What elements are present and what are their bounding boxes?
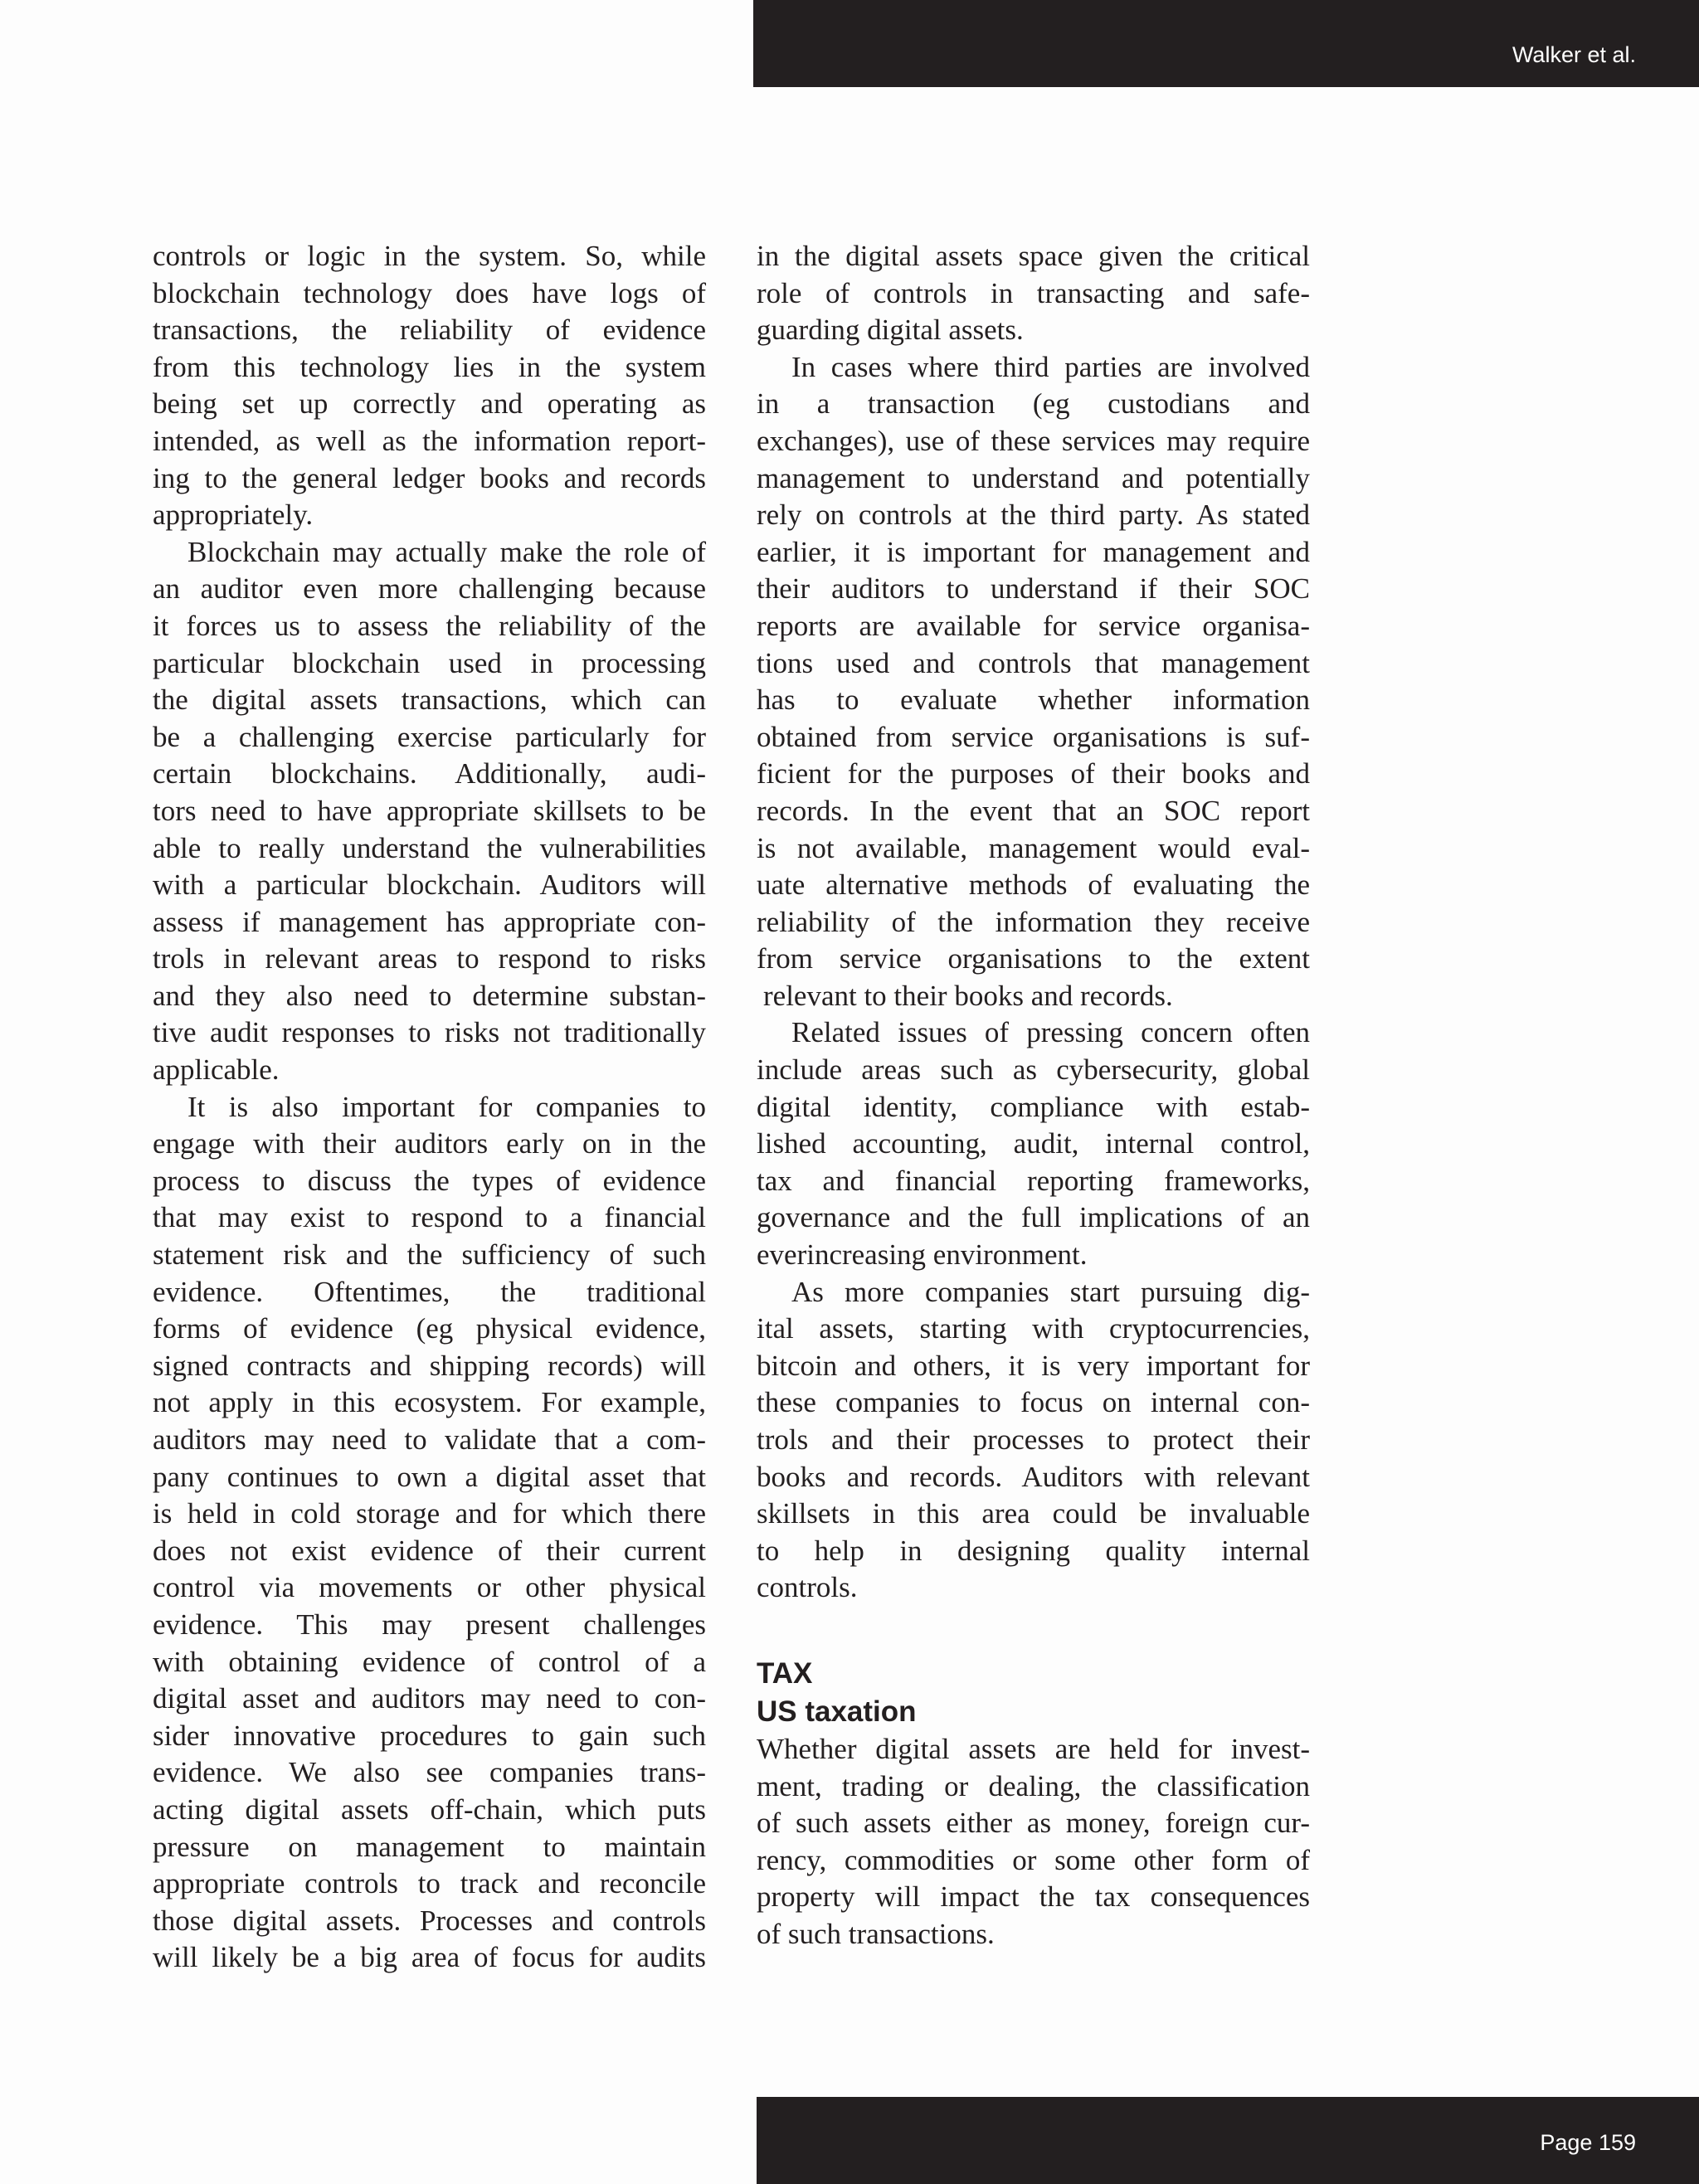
text-line: uate alternative methods of evaluating the: [757, 868, 1310, 902]
text-line: controls.: [757, 1571, 858, 1604]
text-line: ing to the general ledger books and records: [153, 461, 706, 494]
text-line: of such assets either as money, foreign cur-: [757, 1807, 1310, 1840]
text-line: blockchain technology does have logs of: [153, 276, 706, 309]
text-line: pany continues to own a digital asset that: [153, 1460, 706, 1493]
text-line: guarding digital assets.: [757, 314, 1024, 347]
text-line: applicable.: [153, 1053, 280, 1087]
text-line: reports are available for service organisa-: [757, 609, 1310, 642]
page-number: Page 159: [1540, 2130, 1636, 2155]
text-line: those digital assets. Processes and controls: [153, 1904, 706, 1937]
text-line: digital asset and auditors may need to con-: [153, 1682, 706, 1715]
text-line: everincreasing environment.: [757, 1238, 1088, 1272]
text-line: trols and their processes to protect their: [757, 1423, 1310, 1456]
text-line: rely on controls at the third party. As stated: [757, 499, 1310, 532]
text-line: be a challenging exercise particularly for: [153, 720, 706, 753]
text-line: tors need to have appropriate skillsets to be: [153, 794, 706, 827]
text-line: acting digital assets off-chain, which puts: [153, 1792, 706, 1826]
footer-bar: [757, 2097, 1699, 2184]
text-line: relevant to their books and records.: [763, 979, 1173, 1012]
text-line: from this technology lies in the system: [153, 350, 706, 383]
text-line: in a transaction (eg custodians and: [757, 387, 1310, 421]
text-line: books and records. Auditors with relevant: [757, 1460, 1310, 1493]
text-line: records. In the event that an SOC report: [757, 794, 1310, 827]
text-line: controls or logic in the system. So, while: [153, 240, 706, 272]
text-line: appropriately.: [153, 499, 314, 532]
text-line: and they also need to determine substan-: [153, 979, 706, 1012]
running-head: Walker et al.: [1512, 42, 1636, 67]
section-gap: [757, 1607, 1310, 1655]
text-line: assess if management has appropriate con-: [153, 905, 706, 938]
text-line: statement risk and the sufficiency of such: [153, 1238, 706, 1272]
text-line: evidence. Oftentimes, the traditional: [153, 1275, 706, 1308]
left-column: [153, 238, 706, 1977]
text-line: certain blockchains. Additionally, audi-: [153, 757, 706, 790]
text-line: It is also important for companies to: [187, 1090, 706, 1123]
text-line: the digital assets transactions, which can: [153, 683, 706, 717]
text-line: of such transactions.: [757, 1917, 995, 1950]
text-line: with a particular blockchain. Auditors will: [153, 868, 706, 902]
text-line: has to evaluate whether information: [757, 683, 1310, 717]
text-line: Blockchain may actually make the role of: [187, 535, 706, 568]
text-line: As more companies start pursuing dig-: [791, 1275, 1310, 1308]
text-line: ment, trading or dealing, the classification: [757, 1769, 1310, 1802]
text-line: an auditor even more challenging because: [153, 572, 706, 606]
text-line: include areas such as cybersecurity, global: [757, 1053, 1310, 1087]
text-line: exchanges), use of these services may require: [757, 424, 1310, 457]
text-line: these companies to focus on internal con-: [757, 1386, 1310, 1419]
text-line: tive audit responses to risks not traditionally: [153, 1016, 706, 1049]
text-line: with obtaining evidence of control of a: [153, 1645, 706, 1678]
text-line: particular blockchain used in processing: [153, 646, 706, 679]
text-line: Whether digital assets are held for invest-: [757, 1732, 1310, 1765]
text-line: role of controls in transacting and safe-: [757, 276, 1310, 309]
text-line: skillsets in this area could be invaluable: [757, 1497, 1310, 1530]
text-line: that may exist to respond to a financial: [153, 1201, 706, 1234]
text-line: forms of evidence (eg physical evidence,: [153, 1312, 706, 1345]
section-subheading: US taxation: [757, 1695, 917, 1728]
right-column: [757, 238, 1310, 1953]
text-line: control via movements or other physical: [153, 1571, 706, 1604]
text-line: trols in relevant areas to respond to risks: [153, 942, 706, 975]
text-line: from service organisations to the extent: [757, 942, 1310, 975]
text-line: Related issues of pressing concern often: [791, 1016, 1310, 1049]
text-line: pressure on management to maintain: [153, 1830, 706, 1863]
text-line: digital identity, compliance with estab-: [757, 1090, 1310, 1123]
text-line: not apply in this ecosystem. For example,: [153, 1386, 706, 1419]
header-bar: [753, 0, 1699, 87]
text-line: ficient for the purposes of their books and: [757, 757, 1310, 790]
text-line: in the digital assets space given the critical: [757, 240, 1310, 272]
text-line: engage with their auditors early on in the: [153, 1127, 706, 1160]
right-column-bottom: [757, 1731, 1310, 1953]
text-line: intended, as well as the information report-: [153, 424, 706, 457]
text-line: ital assets, starting with cryptocurrencies,: [757, 1312, 1310, 1345]
text-line: evidence. We also see companies trans-: [153, 1756, 706, 1789]
text-line: rency, commodities or some other form of: [757, 1843, 1310, 1876]
text-line: auditors may need to validate that a com-: [153, 1423, 706, 1456]
text-line: property will impact the tax consequences: [757, 1880, 1310, 1914]
text-line: their auditors to understand if their SOC: [757, 572, 1310, 606]
text-line: evidence. This may present challenges: [153, 1608, 706, 1641]
text-line: lished accounting, audit, internal control,: [757, 1127, 1310, 1160]
text-line: sider innovative procedures to gain such: [153, 1719, 706, 1752]
text-line: it forces us to assess the reliability of the: [153, 609, 706, 642]
text-line: signed contracts and shipping records) will: [153, 1349, 706, 1382]
text-line: is not available, management would eval-: [757, 831, 1310, 864]
text-line: being set up correctly and operating as: [153, 387, 706, 421]
text-line: process to discuss the types of evidence: [153, 1164, 706, 1197]
text-line: obtained from service organisations is suf-: [757, 720, 1310, 753]
text-line: is held in cold storage and for which there: [153, 1497, 706, 1530]
text-line: appropriate controls to track and reconcile: [153, 1867, 706, 1900]
text-line: will likely be a big area of focus for audits: [153, 1941, 706, 1974]
text-line: reliability of the information they receive: [757, 905, 1310, 938]
section-heading: TAX: [757, 1656, 813, 1690]
text-line: tions used and controls that management: [757, 646, 1310, 679]
right-column-top: [757, 238, 1310, 1607]
text-line: to help in designing quality internal: [757, 1534, 1310, 1567]
text-line: management to understand and potentially: [757, 461, 1310, 494]
text-line: earlier, it is important for management and: [757, 535, 1310, 568]
text-line: transactions, the reliability of evidence: [153, 314, 706, 347]
text-line: tax and financial reporting frameworks,: [757, 1164, 1310, 1197]
text-line: bitcoin and others, it is very important for: [757, 1349, 1310, 1382]
text-line: In cases where third parties are involved: [791, 350, 1310, 383]
text-line: governance and the full implications of an: [757, 1201, 1310, 1234]
text-line: able to really understand the vulnerabilities: [153, 831, 706, 864]
text-line: does not exist evidence of their current: [153, 1534, 706, 1567]
